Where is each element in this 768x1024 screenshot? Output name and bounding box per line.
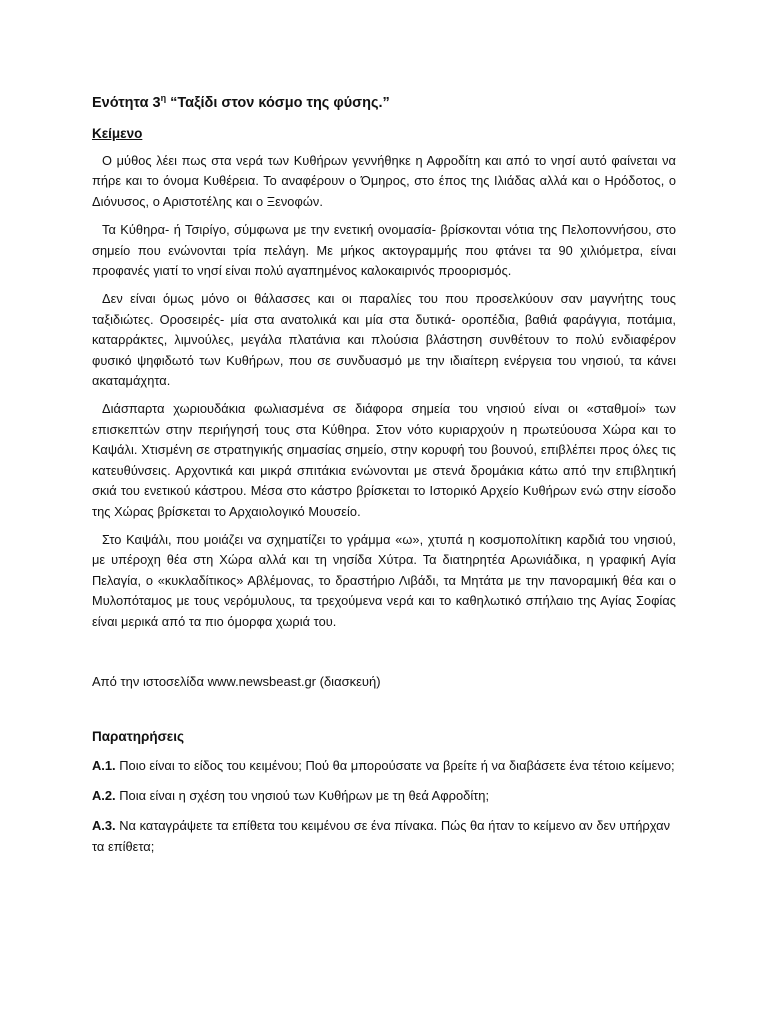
notes-heading: Παρατηρήσεις	[92, 728, 184, 744]
unit-title	[92, 88, 676, 113]
source-attribution: Από την ιστοσελίδα www.newsbeast.gr (διασκευή)	[92, 673, 381, 689]
document-page	[92, 88, 676, 857]
question-number: Α.1.	[92, 757, 116, 773]
question-text: Ποιο είναι το είδος του κειμένου; Πού θα μπορούσατε να βρείτε ή να διαβάσετε ένα τέτοιο κείμενο;	[115, 757, 675, 773]
body-paragraph-5: Στο Καψάλι, που μοιάζει να σχηματίζει το γράμμα «ω», χτυπά η κοσμοπολίτικη καρδιά του νησιού, με υπέροχη θέα στη Χώρα αλλά και τη νησίδα Χύτρα. Τα διατηρητέα Αρωνιάδικα, η γραφική Αγία Πελαγία, ο «κυκλαδίτικος» Αβλέμονας, το δραστήριο Λιβάδι, τα Μητάτα με την πανοραμική θέα και ο Μυλοπόταμος με τους νερόμυλους, τα τρεχούμενα νερά και το καθηλωτικό σπήλαιο της Αγίας Σοφίας είναι μερικά από τα πιο όμορφα χωριά του.	[92, 531, 676, 629]
body-paragraph-3: Δεν είναι όμως μόνο οι θάλασσες και οι παραλίες του που προσελκύουν σαν μαγνήτης τους ταξιδιώτες. Οροσειρές- μία στα ανατολικά και μία στα δυτικά- οροπέδια, βαθιά φαράγγια, ποτάμια, καταρράκτες, λιμνούλες, μεγάλα πλατάνια και πλούσια βλάστηση συνθέτουν το πολύ ενδιαφέρον φυσικό ψηφιδωτό των Κυθήρων, που σε συνδυασμό με την ιδιαίτερη ενέργεια του νησιού, τα κάνει ακαταμάχητα.	[92, 291, 676, 389]
unit-title-prefix: Ενότητα 3	[92, 95, 161, 111]
question-text: Να καταγράψετε τα επίθετα του κειμένου σε ένα πίνακα. Πώς θα ήταν το κείμενο αν δεν υπήρχαν τα επίθετα;	[92, 817, 671, 854]
question-text: Ποια είναι η σχέση του νησιού των Κυθήρων με τη θεά Αφροδίτη;	[115, 787, 490, 803]
body-paragraph-4: Διάσπαρτα χωριουδάκια φωλιασμένα σε διάφορα σημεία του νησιού είναι οι «σταθμοί» των επισκεπτών στην περιήγησή τους στα Κύθηρα. Στον νότο κυριαρχούν η πρωτεύουσα Χώρα και το Καψάλι. Χτισμένη σε στρατηγικής σημασίας σημείο, στην κορυφή του βουνού, επιβλέπει προς όλες τις κατευθύνσεις. Αρχοντικά και μικρά σπιτάκια ενώνονται με στενά δρομάκια κάτω από την επιβλητική σκιά του ενετικού κάστρου. Μέσα στο κάστρο βρίσκεται το Ιστορικό Αρχείο Κυθήρων ενώ στην είσοδο της Χώρας βρίσκεται το Αρχαιολογικό Μουσείο.	[92, 401, 676, 519]
question-number: Α.2.	[92, 787, 116, 803]
question-a3	[92, 815, 676, 857]
body-paragraph-2: Τα Κύθηρα- ή Τσιρίγο, σύμφωνα με την ενετική ονομασία- βρίσκονται νότια της Πελοποννήσου, στο σημείο που ενώνονται τρία πελάγη. Με μήκος ακτογραμμής που φτάνει τα 90 χιλιόμετρα, είναι προφανές γιατί το νησί είναι πολύ αγαπημένος καλοκαιρινός προορισμός.	[92, 222, 676, 279]
body-paragraph-1: Ο μύθος λέει πως στα νερά των Κυθήρων γεννήθηκε η Αφροδίτη και από το νησί αυτό φαίνεται να πήρε και το όνομα Κυθέρεια. Το αναφέρουν ο Όμηρος, στο έπος της Ιλιάδας αλλά και ο Ηρόδοτος, ο Διόνυσος, ο Αριστοτέλης και ο Ξενοφών.	[92, 153, 676, 209]
text-section-label: Κείμενο	[92, 126, 143, 141]
question-a2	[92, 785, 676, 806]
unit-title-text: “Ταξίδι στον κόσμο της φύσης.”	[166, 95, 390, 111]
unit-title-superscript: η	[160, 93, 167, 103]
question-a1	[92, 755, 676, 776]
question-number: Α.3.	[92, 817, 116, 833]
